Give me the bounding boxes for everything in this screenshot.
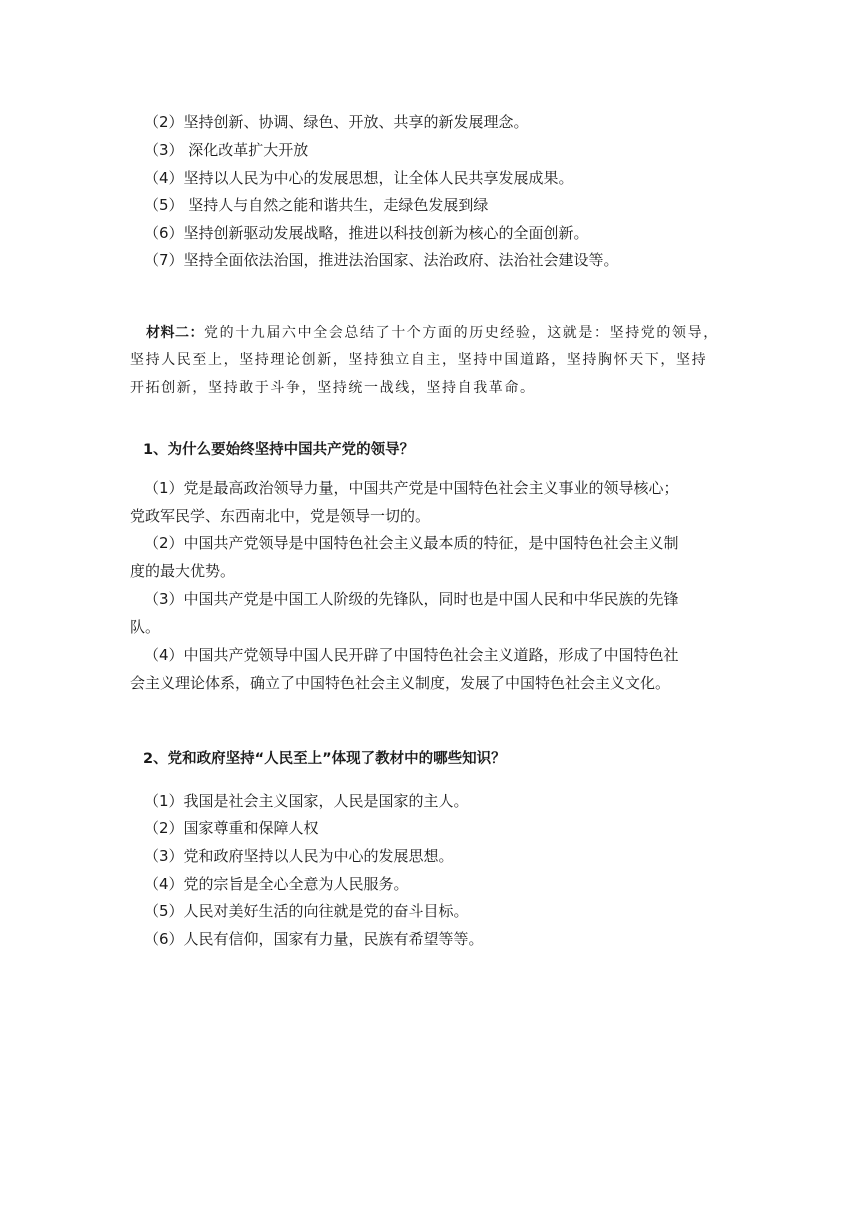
list-item: （5） 坚持人与自然之能和谐共生，走绿色发展到绿 [144, 196, 489, 214]
answer-line: （1）我国是社会主义国家，人民是国家的主人。 [144, 792, 469, 810]
answer-line: （3）中国共产党是中国工人阶级的先锋队，同时也是中国人民和中华民族的先锋 [144, 590, 679, 608]
answer-line: （5）人民对美好生活的向往就是党的奋斗目标。 [144, 902, 469, 920]
answer-line: 党政军民学、东西南北中，党是领导一切的。 [130, 507, 431, 525]
answer-line: （4）党的宗旨是全心全意为人民服务。 [144, 875, 409, 893]
answer-line: （2）中国共产党领导是中国特色社会主义最本质的特征，是中国特色社会主义制 [144, 534, 679, 552]
answer-line: （6）人民有信仰，国家有力量，民族有希望等等。 [144, 930, 484, 948]
answer-line: 度的最大优势。 [130, 562, 236, 580]
question-title: 2、党和政府坚持“人民至上”体现了教材中的哪些知识？ [143, 751, 506, 767]
list-item: （2）坚持创新、协调、绿色、开放、共享的新发展理念。 [144, 113, 529, 131]
answer-line: （3）党和政府坚持以人民为中心的发展思想。 [144, 847, 454, 865]
material-line: 材料二：党的十九届六中全会总结了十个方面的历史经验，这就是：坚持党的领导， [146, 325, 719, 341]
answer-line: （2）国家尊重和保障人权 [144, 819, 319, 837]
material-line: 坚持人民至上，坚持理论创新，坚持独立自主，坚持中国道路，坚持胸怀天下，坚持 [130, 352, 708, 368]
list-item: （4）坚持以人民为中心的发展思想，让全体人民共享发展成果。 [144, 169, 574, 187]
question-title: 1、为什么要始终坚持中国共产党的领导？ [143, 442, 415, 458]
answer-line: （4）中国共产党领导中国人民开辟了中国特色社会主义道路，形成了中国特色社 [144, 646, 679, 664]
list-item: （7）坚持全面依法治国，推进法治国家、法治政府、法治社会建设等。 [144, 251, 619, 269]
list-item: （3） 深化改革扩大开放 [144, 141, 309, 159]
answer-line: 队。 [130, 618, 161, 636]
list-item: （6）坚持创新驱动发展战略，推进以科技创新为核心的全面创新。 [144, 224, 589, 242]
material-label: 材料二： [146, 325, 204, 341]
answer-line: 会主义理论体系，确立了中国特色社会主义制度，发展了中国特色社会主义文化。 [130, 674, 671, 692]
answer-line: （1）党是最高政治领导力量，中国共产党是中国特色社会主义事业的领导核心； [144, 479, 679, 497]
material-line: 开拓创新，坚持敢于斗争，坚持统一战线，坚持自我革命。 [130, 380, 536, 396]
